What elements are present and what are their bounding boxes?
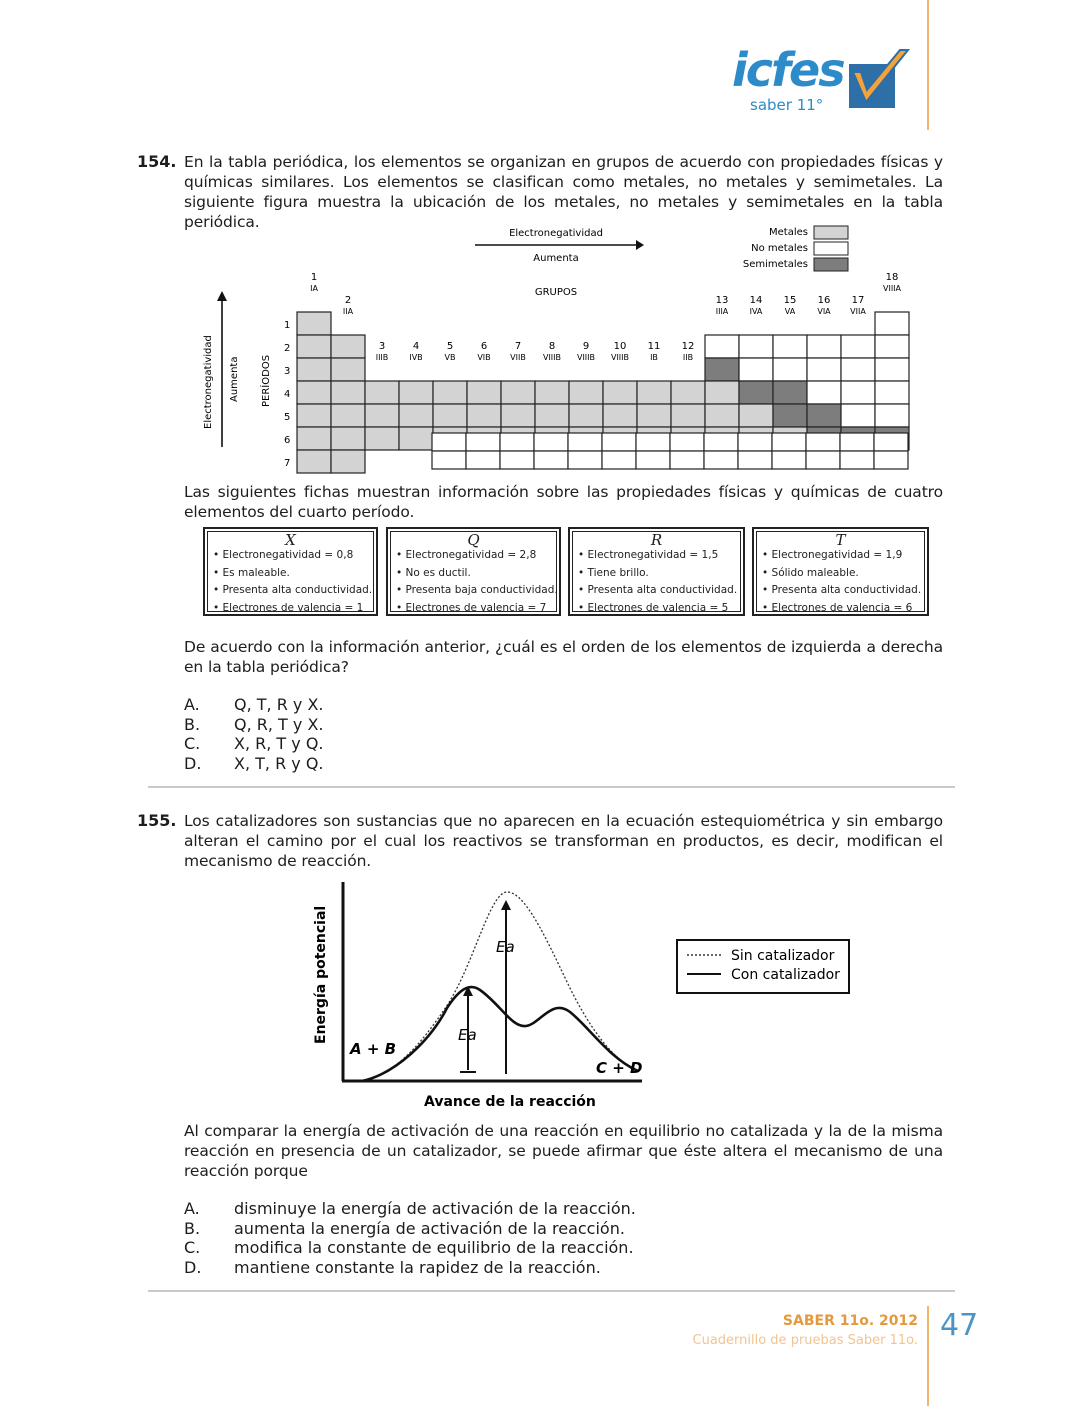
table-cell-metal xyxy=(433,381,467,404)
option-letter: B. xyxy=(184,714,201,734)
option-letter: D. xyxy=(184,1257,202,1277)
question-154-prompt: De acuerdo con la información anterior, ¿cuál es el orden de los elementos de izquierda a derecha en la tabla periódica? xyxy=(184,638,943,676)
card-item: • Presenta baja conductividad. xyxy=(396,582,559,600)
card-title: X xyxy=(285,531,296,549)
card-item: • Electronegatividad = 1,5 xyxy=(578,547,743,565)
group-number: 17 xyxy=(851,295,865,306)
option-letter: D. xyxy=(184,753,202,773)
table-cell-metal xyxy=(569,381,603,404)
question-154-options xyxy=(184,695,324,773)
option-letter: C. xyxy=(184,1238,201,1257)
f-block-cell xyxy=(874,451,908,469)
f-block-cell xyxy=(738,433,772,451)
f-block-cell xyxy=(806,433,840,451)
table-cell-metal xyxy=(603,404,637,427)
table-cell-metal xyxy=(671,404,705,427)
table-cell-non xyxy=(807,358,841,381)
legend-item-con-catalizador: Con catalizador xyxy=(731,967,840,983)
f-block-cell xyxy=(568,433,602,451)
group-roman: VIIIA xyxy=(882,284,902,293)
annotation-products: C + D xyxy=(596,1059,643,1077)
f-block-cell xyxy=(772,433,806,451)
logo-subtext: saber 11° xyxy=(750,96,824,114)
table-cell-semi xyxy=(705,358,739,381)
question-155-options xyxy=(184,1199,636,1277)
legend-item-sin-catalizador: Sin catalizador xyxy=(731,948,835,964)
table-cell-semi xyxy=(773,404,807,427)
table-cell-metal xyxy=(365,427,399,450)
group-roman: VIA xyxy=(817,307,831,316)
table-cell-non xyxy=(875,335,909,358)
periods-label: PERÍODOS xyxy=(261,354,272,407)
group-number: 11 xyxy=(647,341,661,352)
table-cell-non xyxy=(705,335,739,358)
element-card-x xyxy=(203,527,378,616)
answer-option-d[interactable] xyxy=(184,754,324,774)
legend-swatch xyxy=(814,226,848,239)
option-letter: A. xyxy=(184,695,200,714)
f-block-cell xyxy=(670,451,704,469)
accent-rule-bottom xyxy=(927,1306,929,1406)
legend-label: No metales xyxy=(751,243,808,254)
table-cell-metal xyxy=(705,381,739,404)
table-cell-semi xyxy=(739,381,773,404)
table-cell-metal xyxy=(399,404,433,427)
group-roman: IIIA xyxy=(715,307,729,316)
table-cell-non xyxy=(841,381,875,404)
table-cell-metal xyxy=(365,404,399,427)
option-text: Q, T, R y X. xyxy=(234,695,324,714)
card-item: • Electrones de valencia = 5 xyxy=(578,600,743,618)
group-number: 8 xyxy=(548,341,556,352)
table-cell-metal xyxy=(535,381,569,404)
legend-label: Semimetales xyxy=(742,259,808,270)
group-number: 16 xyxy=(817,295,831,306)
card-item: • Es maleable. xyxy=(213,565,376,583)
period-label: 5 xyxy=(284,412,291,423)
annotation-ea-uncatalyzed: Ea xyxy=(496,938,515,956)
accent-rule-top xyxy=(927,0,929,130)
f-block-cell xyxy=(806,451,840,469)
group-roman: IVA xyxy=(749,307,763,316)
group-roman: VIIIB xyxy=(610,353,630,362)
groups-label: GRUPOS xyxy=(534,287,578,298)
table-cell-non xyxy=(875,312,909,335)
table-cell-metal xyxy=(739,404,773,427)
table-cell-non xyxy=(773,358,807,381)
f-block-cell xyxy=(534,451,568,469)
card-item: • Electrones de valencia = 7 xyxy=(396,600,559,618)
card-item: • Electrones de valencia = 6 xyxy=(762,600,927,618)
side-arrow-label: Electronegatividad xyxy=(203,335,214,429)
group-roman: VIIB xyxy=(510,353,526,362)
f-block-cell xyxy=(636,451,670,469)
table-cell-metal xyxy=(331,335,365,358)
f-block-cell xyxy=(840,433,874,451)
table-cell-metal xyxy=(705,404,739,427)
period-label: 2 xyxy=(284,343,291,354)
card-item: • Presenta alta conductividad. xyxy=(578,582,743,600)
group-number: 9 xyxy=(582,341,590,352)
cards-intro: Las siguientes fichas muestran información sobre las propiedades físicas y químicas de cuatro elementos del cuarto período. xyxy=(184,483,943,521)
table-cell-non xyxy=(841,404,875,427)
group-number: 2 xyxy=(344,295,352,306)
group-roman: IVB xyxy=(409,353,423,362)
group-number: 5 xyxy=(446,341,454,352)
card-item: • Electronegatividad = 2,8 xyxy=(396,547,559,565)
period-label: 3 xyxy=(284,366,291,377)
table-cell-semi xyxy=(773,381,807,404)
logo-text: icfes xyxy=(732,44,844,97)
section-divider xyxy=(148,786,955,788)
legend-label: Metales xyxy=(769,227,808,238)
icfes-logo xyxy=(732,44,916,116)
table-cell-metal xyxy=(603,381,637,404)
table-cell-metal xyxy=(535,404,569,427)
option-letter: B. xyxy=(184,1218,201,1238)
x-axis-label: Avance de la reacción xyxy=(424,1094,596,1110)
option-letter: A. xyxy=(184,1199,200,1218)
question-number-155: 155. xyxy=(137,811,177,830)
group-number: 18 xyxy=(885,272,899,283)
group-number: 12 xyxy=(681,341,695,352)
question-155-intro: Los catalizadores son sustancias que no aparecen en la ecuación estequiométrica y sin embargo alteran el camino por el cual los reactivos se transforman en productos, es decir, modifican el mecanismo de reacción. xyxy=(184,812,943,870)
f-block-cell xyxy=(670,433,704,451)
table-cell-metal xyxy=(399,381,433,404)
option-text: X, T, R y Q. xyxy=(234,753,324,773)
card-item: • Electrones de valencia = 1 xyxy=(213,600,376,618)
f-block-cell xyxy=(568,451,602,469)
arrowhead-right-icon xyxy=(636,240,644,250)
annotation-reactants: A + B xyxy=(350,1040,397,1058)
question-154-intro: En la tabla periódica, los elementos se organizan en grupos de acuerdo con propiedades físicas y químicas similares. Los elementos se clasifican como metales, no metales y semimetales. La siguiente figura muestra la ubicación de los metales, no metales y semimetales en la tabla periódica. xyxy=(184,153,943,231)
page-number: 47 xyxy=(940,1308,979,1343)
period-label: 6 xyxy=(284,435,291,446)
y-axis-label: Energía potencial xyxy=(313,905,329,1044)
f-block-cell xyxy=(500,451,534,469)
card-item: • Presenta alta conductividad. xyxy=(213,582,376,600)
table-cell-metal xyxy=(501,404,535,427)
table-cell-metal xyxy=(365,381,399,404)
table-cell-metal xyxy=(331,404,365,427)
table-cell-non xyxy=(875,358,909,381)
group-number: 15 xyxy=(783,295,797,306)
group-roman: IIB xyxy=(682,353,694,362)
legend-swatch xyxy=(814,242,848,255)
f-block-cell xyxy=(874,433,908,451)
f-block-cell xyxy=(602,433,636,451)
element-card-r xyxy=(568,527,745,616)
element-card-t xyxy=(752,527,929,616)
group-number: 1 xyxy=(310,272,318,283)
answer-option-a[interactable] xyxy=(184,695,324,715)
table-cell-metal xyxy=(297,358,331,381)
reaction-energy-chart xyxy=(300,876,860,1116)
table-cell-non xyxy=(739,358,773,381)
section-divider xyxy=(148,1290,955,1292)
f-block-cell xyxy=(500,433,534,451)
annotation-ea-catalyzed: Ea xyxy=(458,1026,477,1044)
table-cell-metal xyxy=(467,381,501,404)
f-block-cell xyxy=(466,433,500,451)
option-letter: C. xyxy=(184,734,201,753)
card-item: • Electronegatividad = 1,9 xyxy=(762,547,927,565)
table-cell-metal xyxy=(297,381,331,404)
option-text: disminuye la energía de activación de la reacción. xyxy=(234,1199,636,1218)
card-title: Q xyxy=(467,531,480,549)
table-cell-semi xyxy=(807,404,841,427)
top-arrow-sublabel: Aumenta xyxy=(533,253,579,264)
table-cell-metal xyxy=(297,404,331,427)
card-item: • Presenta alta conductividad. xyxy=(762,582,927,600)
group-number: 10 xyxy=(613,341,627,352)
group-number: 13 xyxy=(715,295,729,306)
ea-arrowhead-up xyxy=(501,900,511,910)
table-cell-metal xyxy=(467,404,501,427)
table-cell-metal xyxy=(297,427,331,450)
table-cell-metal xyxy=(297,312,331,335)
answer-option-c[interactable] xyxy=(184,734,324,754)
table-cell-metal xyxy=(297,335,331,358)
option-text: mantiene constante la rapidez de la reacción. xyxy=(234,1257,601,1277)
group-roman: IB xyxy=(650,353,658,362)
f-block-cell xyxy=(602,451,636,469)
option-text: X, R, T y Q. xyxy=(234,734,324,753)
table-cell-metal xyxy=(331,358,365,381)
period-label: 1 xyxy=(284,320,291,331)
period-label: 4 xyxy=(284,389,291,400)
legend xyxy=(677,940,849,993)
table-cell-non xyxy=(841,335,875,358)
group-roman: VB xyxy=(444,353,456,362)
table-cell-metal xyxy=(297,450,331,473)
answer-option-a[interactable] xyxy=(184,1199,636,1219)
card-title: R xyxy=(650,531,663,549)
table-cell-metal xyxy=(637,381,671,404)
element-card-q xyxy=(386,527,561,616)
top-arrow-label: Electronegatividad xyxy=(509,228,603,239)
table-cell-metal xyxy=(331,427,365,450)
option-text: aumenta la energía de activación de la reacción. xyxy=(234,1218,625,1238)
group-number: 6 xyxy=(480,341,488,352)
f-block-cell xyxy=(432,451,466,469)
f-block-cell xyxy=(840,451,874,469)
period-label: 7 xyxy=(284,458,291,469)
group-roman: VA xyxy=(784,307,796,316)
group-roman: VIIIB xyxy=(542,353,562,362)
table-cell-metal xyxy=(433,404,467,427)
arrowhead-up-icon xyxy=(217,291,227,301)
footer-subtitle: Cuadernillo de pruebas Saber 11o. xyxy=(692,1333,918,1348)
question-number-154: 154. xyxy=(137,152,177,171)
f-block-cell xyxy=(534,433,568,451)
f-block-cell xyxy=(636,433,670,451)
answer-option-c[interactable] xyxy=(184,1238,636,1258)
table-cell-metal xyxy=(637,404,671,427)
table-cell-non xyxy=(739,335,773,358)
group-number: 7 xyxy=(514,341,522,352)
f-block-cell xyxy=(704,451,738,469)
table-cell-non xyxy=(841,358,875,381)
table-cell-metal xyxy=(671,381,705,404)
f-block-cell xyxy=(704,433,738,451)
f-block-cell xyxy=(738,451,772,469)
card-item: • Tiene brillo. xyxy=(578,565,743,583)
table-cell-non xyxy=(773,335,807,358)
answer-option-b[interactable] xyxy=(184,1219,636,1239)
table-cell-metal xyxy=(399,427,433,450)
answer-option-b[interactable] xyxy=(184,715,324,735)
option-text: Q, R, T y X. xyxy=(234,714,324,734)
f-block-cell xyxy=(466,451,500,469)
side-arrow-sublabel: Aumenta xyxy=(229,356,240,402)
periodic-table-figure xyxy=(190,215,930,477)
group-roman: IIA xyxy=(342,307,354,316)
footer-title: SABER 11o. 2012 xyxy=(782,1313,918,1329)
table-cell-metal xyxy=(569,404,603,427)
group-roman: VIIA xyxy=(850,307,866,316)
legend-swatch xyxy=(814,258,848,271)
group-roman: VIB xyxy=(477,353,491,362)
answer-option-d[interactable] xyxy=(184,1258,636,1278)
group-number: 3 xyxy=(378,341,386,352)
table-cell-non xyxy=(875,404,909,427)
option-text: modifica la constante de equilibrio de la reacción. xyxy=(234,1238,634,1257)
card-title: T xyxy=(835,531,846,549)
table-cell-non xyxy=(807,335,841,358)
group-roman: IIIB xyxy=(375,353,389,362)
f-block-cell xyxy=(772,451,806,469)
table-cell-metal xyxy=(331,381,365,404)
group-roman: VIIIB xyxy=(576,353,596,362)
table-cell-metal xyxy=(501,381,535,404)
series-line-sin-catalizador xyxy=(362,892,638,1081)
group-number: 14 xyxy=(749,295,763,306)
group-roman: IA xyxy=(310,284,318,293)
table-cell-non xyxy=(875,381,909,404)
f-block-cell xyxy=(432,433,466,451)
table-cell-non xyxy=(807,381,841,404)
table-cell-metal xyxy=(331,450,365,473)
card-item: • No es ductil. xyxy=(396,565,559,583)
card-item: • Electronegatividad = 0,8 xyxy=(213,547,376,565)
question-155-prompt: Al comparar la energía de activación de una reacción en equilibrio no catalizada y la de la misma reacción en presencia de un catalizador, se puede afirmar que éste altera el mecanismo de una reacción porque xyxy=(184,1122,943,1180)
card-item: • Sólido maleable. xyxy=(762,565,927,583)
group-number: 4 xyxy=(412,341,420,352)
